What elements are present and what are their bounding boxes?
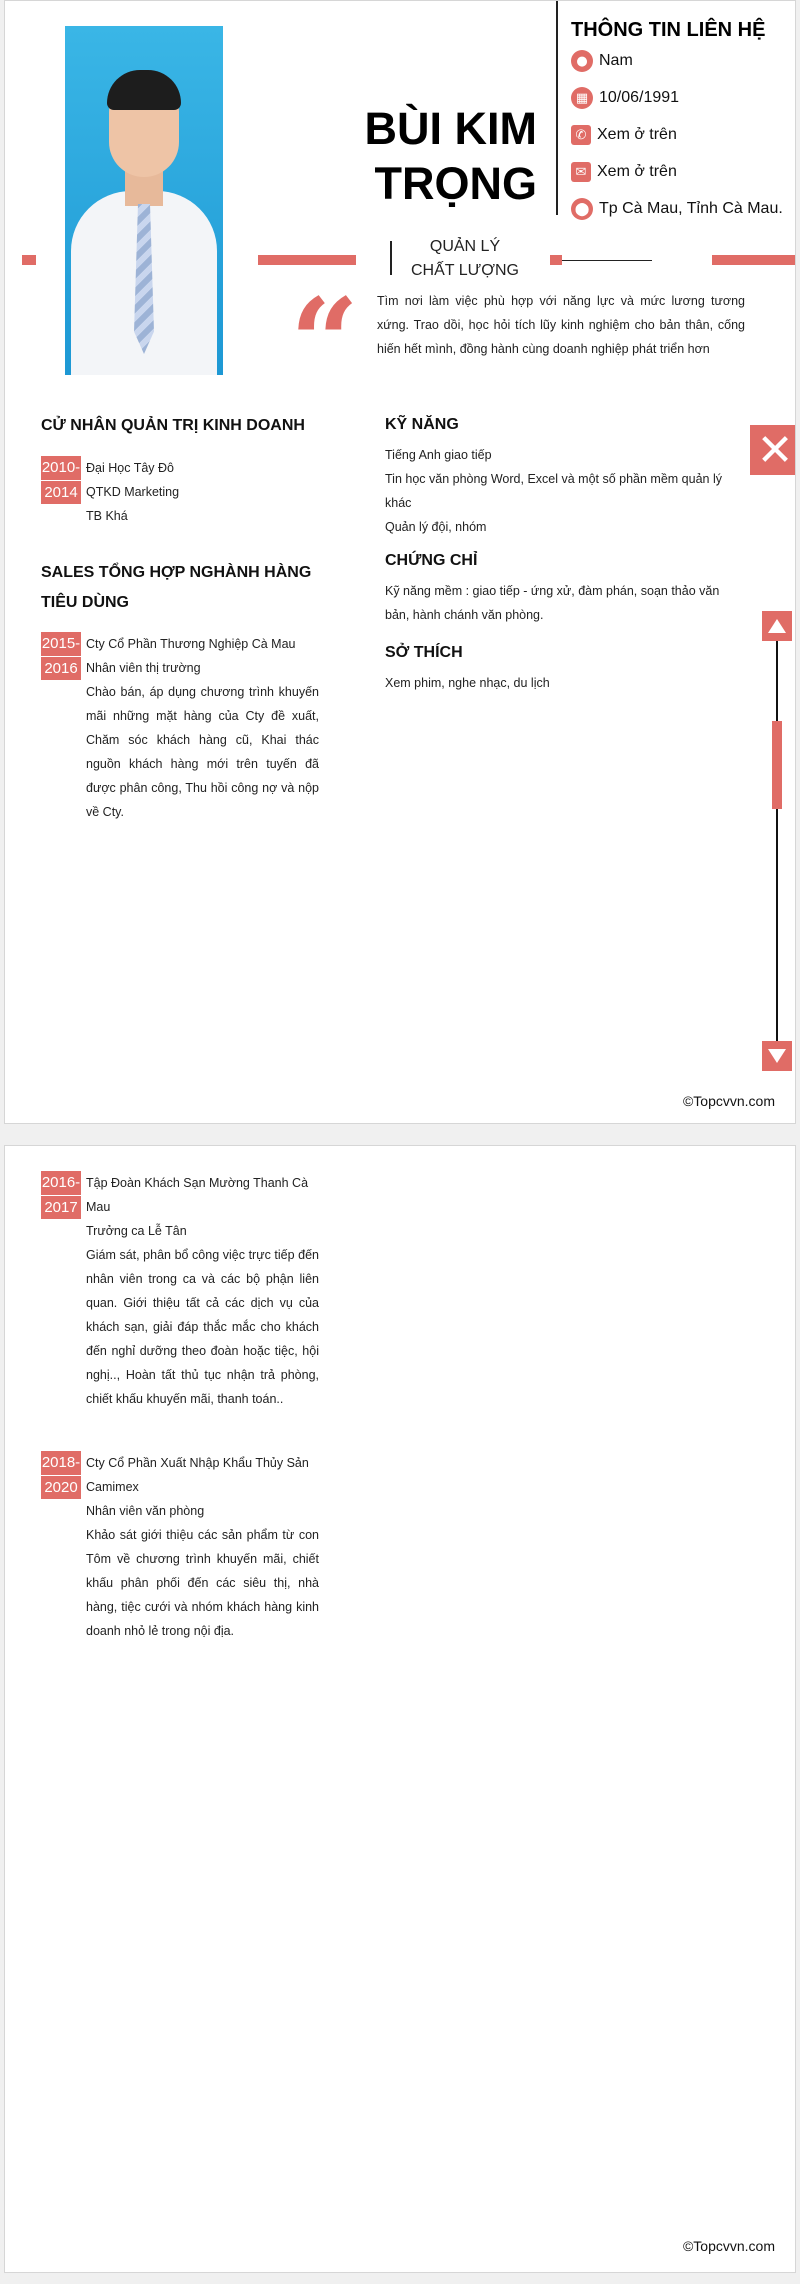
scrollbar-thumb[interactable]	[772, 721, 782, 809]
contact-title: THÔNG TIN LIÊN HỆ	[571, 19, 766, 41]
accent-bar-right-small	[550, 255, 562, 265]
arrow-down-icon	[768, 1049, 786, 1063]
accent-bar-left	[22, 255, 36, 265]
close-icon: ✕	[756, 424, 794, 476]
education-title: CỬ NHÂN QUẢN TRỊ KINH DOANH	[41, 417, 305, 434]
experience-title: SALES TỔNG HỢP NGHÀNH HÀNG TIÊU DÙNG	[41, 564, 312, 611]
name-line-1: BÙI KIM	[364, 103, 537, 154]
profile-photo	[65, 26, 223, 375]
experience-years	[41, 632, 81, 680]
skill-item: Tin học văn phòng Word, Excel và một số phần mềm quản lý khác	[385, 472, 722, 510]
school-name: Đại Học Tây Đô	[86, 461, 174, 475]
scroll-up-button[interactable]	[762, 611, 792, 641]
scrollbar-track[interactable]	[776, 641, 778, 1041]
year-start: 2018-	[41, 1451, 81, 1475]
year-end: 2017	[41, 1195, 81, 1219]
contact-birthday	[571, 86, 679, 110]
experience-details	[86, 1451, 319, 1643]
gender-value: Nam	[599, 52, 633, 69]
phone-icon: ✆	[571, 125, 591, 145]
accent-thin-line	[562, 260, 652, 261]
position: Nhân viên văn phòng	[86, 1504, 205, 1518]
footer-brand: ©Topcvvn.com	[682, 2238, 775, 2254]
arrow-up-icon	[768, 619, 786, 633]
contact-address	[571, 197, 783, 221]
year-start: 2016-	[41, 1171, 81, 1195]
job-description: Chào bán, áp dụng chương trình khuyến mãi những mặt hàng của Cty đề xuất, Chăm sóc khách hàng cũ, Khai thác nguồn khách hàng mới trên tuyến đã được phân công, Thu hồi công nợ và nộp về Cty.	[86, 685, 319, 819]
calendar-icon: ▦	[571, 87, 593, 109]
address-value: Tp Cà Mau, Tỉnh Cà Mau.	[599, 200, 783, 217]
year-end: 2014	[41, 480, 81, 504]
job-title-divider	[390, 241, 392, 275]
education-entry	[41, 456, 321, 530]
experience-details	[86, 632, 319, 824]
year-start: 2015-	[41, 632, 81, 656]
contact-gender	[571, 49, 633, 73]
skill-item: Tiếng Anh giao tiếp	[385, 448, 492, 462]
cv-page-1	[4, 0, 796, 1124]
header-divider	[556, 1, 558, 215]
candidate-name	[345, 101, 537, 211]
location-pin-icon: ⬤	[571, 198, 593, 220]
cv-page-2	[4, 1145, 796, 2273]
skills-list	[385, 443, 733, 539]
footer-brand: ©Topcvvn.com	[682, 1093, 775, 1109]
close-button[interactable]	[750, 425, 796, 475]
education-details	[86, 456, 319, 528]
contact-email	[571, 160, 677, 184]
company-name: Cty Cổ Phần Xuất Nhập Khẩu Thủy Sản Camimex	[86, 1456, 309, 1494]
certificates-text: Kỹ năng mềm : giao tiếp - ứng xử, đàm phán, soạn thảo văn bản, hành chánh văn phòng.	[385, 584, 720, 622]
skill-item: Quản lý đội, nhóm	[385, 520, 487, 534]
education-years	[41, 456, 81, 504]
name-line-2: TRỌNG	[374, 158, 537, 209]
major: QTKD Marketing	[86, 485, 180, 499]
year-end: 2020	[41, 1475, 81, 1499]
grade: TB Khá	[86, 509, 128, 523]
certificates-title: CHỨNG CHỈ	[385, 552, 478, 569]
phone-value: Xem ở trên	[597, 126, 677, 143]
position: Nhân viên thị trường	[86, 661, 201, 675]
mail-icon: ✉	[571, 162, 591, 182]
year-start: 2010-	[41, 456, 81, 480]
experience-entry	[41, 1171, 321, 1441]
job-title: QUẢN LÝ CHẤT LƯỢNG	[411, 238, 519, 279]
hobbies-text: Xem phim, nghe nhạc, du lịch	[385, 676, 550, 690]
email-value: Xem ở trên	[597, 163, 677, 180]
scroll-down-button[interactable]	[762, 1041, 792, 1071]
birthday-value: 10/06/1991	[599, 89, 680, 106]
user-icon: ●	[571, 50, 593, 72]
skills-title: KỸ NĂNG	[385, 416, 459, 433]
accent-bar-mid	[258, 255, 356, 265]
quote-icon: “	[290, 272, 360, 413]
hobbies-title: SỞ THÍCH	[385, 644, 463, 661]
experience-years	[41, 1451, 81, 1499]
experience-details	[86, 1171, 319, 1411]
year-end: 2016	[41, 656, 81, 680]
experience-entry	[41, 1451, 321, 1651]
experience-entry	[41, 632, 321, 832]
company-name: Cty Cổ Phần Thương Nghiệp Cà Mau	[86, 637, 296, 651]
job-description: Khảo sát giới thiệu các sản phẩm từ con Tôm về chương trình khuyến mãi, chiết khấu phân phối đến các siêu thị, nhà hàng, tiệc cưới và nhóm khách hàng kinh doanh nhỏ lẻ trong nội địa.	[86, 1528, 319, 1638]
career-objective: Tìm nơi làm việc phù hợp với năng lực và mức lương tương xứng. Trao dồi, học hỏi tích lũy kinh nghiệm cho bản thân, cống hiến hết mình, đồng hành cùng doanh nghiệp phát triển hơn	[377, 294, 745, 356]
position: Trưởng ca Lễ Tân	[86, 1224, 187, 1238]
contact-phone	[571, 123, 677, 147]
experience-years	[41, 1171, 81, 1219]
company-name: Tập Đoàn Khách Sạn Mường Thanh Cà Mau	[86, 1176, 309, 1214]
accent-bar-right	[712, 255, 796, 265]
job-description: Giám sát, phân bổ công việc trực tiếp đến nhân viên trong ca và các bộ phận liên quan. Giới thiệu tất cả các dịch vụ của khách sạn, giải đáp thắc mắc cho khách đến nghỉ dưỡng theo đoàn hoặc tiệc, hội nghị.., Hoàn tất thủ tục nhận trả phòng, chiết khấu khuyến mãi, thanh toán..	[86, 1248, 319, 1406]
